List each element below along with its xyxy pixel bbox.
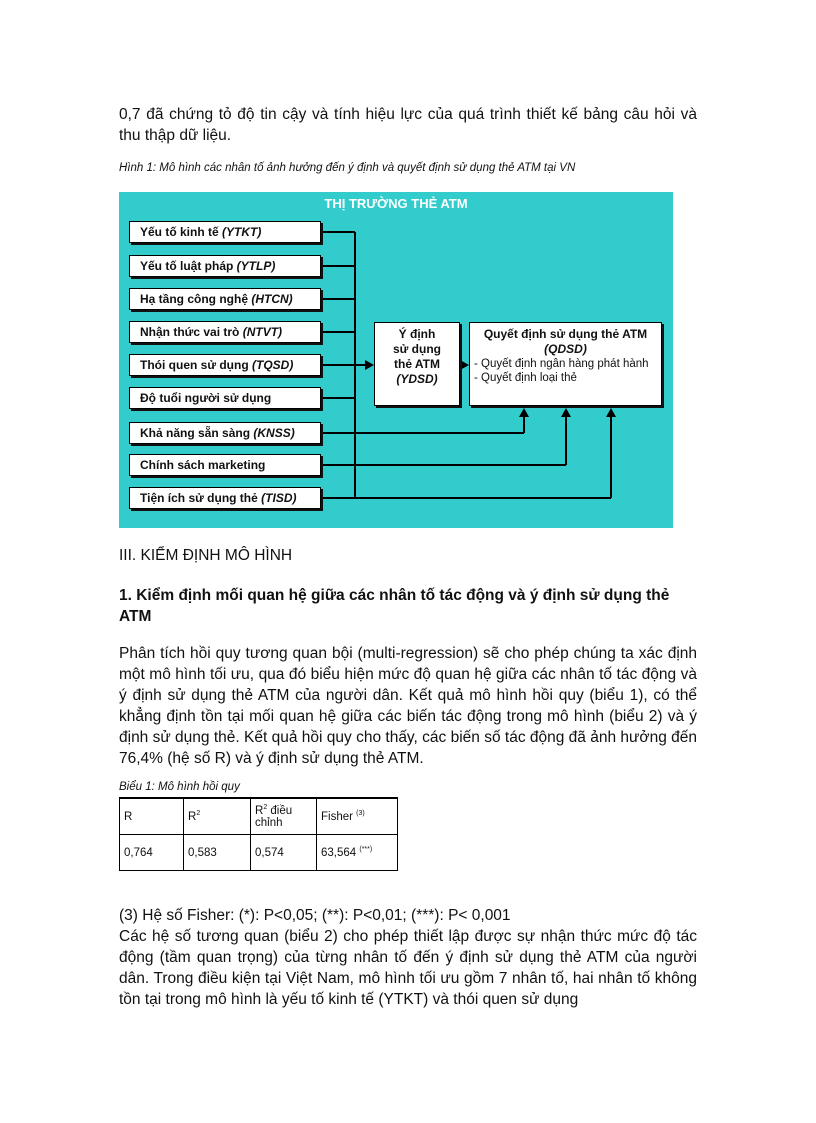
cell-r2-adjusted: 0,574 <box>251 835 317 871</box>
cell-r: 0,764 <box>120 835 184 871</box>
diagram-title: THỊ TRƯỜNG THẺ ATM <box>324 196 468 211</box>
regression-table <box>119 797 398 871</box>
cell-r2: 0,583 <box>184 835 251 871</box>
factor-box-knss: Khả năng sẵn sàng (KNSS) <box>129 422 321 444</box>
factor-box-tisd: Tiện ích sử dụng thẻ (TISD) <box>129 487 321 509</box>
header-r2-adjusted: $R^2$ điều chỉnh <box>251 798 317 835</box>
body-paragraph: Phân tích hồi quy tương quan bội (multi-regression) sẽ cho phép chúng ta xác định một mô hình tối ưu, qua đó biểu hiện mức độ quan hệ giữa các nhân tố tác động và ý định sử dụng thẻ ATM của người dân. Kết quả mô hình hồi quy (biểu 1), có thể khẳng định tồn tại mối quan hệ giữa các biến tác động trong mô hình (biểu 2) và ý định sử dụng thẻ. Kết quả hồi quy cho thấy, các biến số tác động đã ảnh hưởng đến 76,4% (hệ số R) và ý định sử dụng thẻ ATM. <box>119 645 697 767</box>
arrowhead-intention <box>365 360 374 370</box>
header-r: R <box>120 798 184 835</box>
arrowhead-tisd <box>606 408 616 417</box>
header-fisher: Fisher $^{(3)}$ <box>317 798 398 835</box>
atm-model-diagram <box>119 192 673 528</box>
arrowhead-decision <box>460 360 469 370</box>
table-caption: Biểu 1: Mô hình hồi quy <box>119 781 240 793</box>
cell-fisher: 63,564 (***) <box>317 835 398 871</box>
factor-box-marketing: Chính sách marketing <box>129 454 321 476</box>
factor-box-ytkt: Yếu tố kinh tế (YTKT) <box>129 221 321 243</box>
figure-caption: Hình 1: Mô hình các nhân tố ảnh hưởng đến ý định và quyết định sử dụng thẻ ATM tại VN <box>119 162 576 174</box>
intro-paragraph: 0,7 đã chứng tỏ độ tin cậy và tính hiệu lực của quá trình thiết kế bảng câu hỏi và thu thập dữ liệu. <box>119 106 697 144</box>
table-header-row <box>120 798 398 835</box>
decision-box: Quyết định sử dụng thẻ ATM (QDSD) - Quyết định ngân hàng phát hành - Quyết định loại thẻ <box>469 322 662 406</box>
arrowhead-knss <box>519 408 529 417</box>
closing-paragraph: Các hệ số tương quan (biểu 2) cho phép thiết lập được sự nhận thức mức độ tác động (tầm quan trọng) của từng nhân tố đến ý định sử dụng thẻ ATM của người dân. Trong điều kiện tại Việt Nam, mô hình tối ưu gồm 7 nhân tố, hai nhân tố không tồn tại trong mô hình là yếu tố kinh tế (YTKT) và thói quen sử dụng <box>119 928 697 1008</box>
header-r2: $R^2$ <box>184 798 251 835</box>
subsection-heading: 1. Kiểm định mối quan hệ giữa các nhân tố tác động và ý định sử dụng thẻ ATM <box>119 587 670 625</box>
table-row <box>120 835 398 871</box>
arrowhead-marketing <box>561 408 571 417</box>
intention-box: Ý định sử dụng thẻ ATM (YDSD) <box>374 322 460 406</box>
factor-box-ytlp: Yếu tố luật pháp (YTLP) <box>129 255 321 277</box>
factor-box-age: Độ tuổi người sử dụng <box>129 387 321 409</box>
factor-box-tqsd: Thói quen sử dụng (TQSD) <box>129 354 321 376</box>
footnote: (3) Hệ số Fisher: (*): P<0,05; (**): P<0,01; (***): P< 0,001 <box>119 907 511 924</box>
section-heading: III. KIỂM ĐỊNH MÔ HÌNH <box>119 547 293 564</box>
factor-box-ntvt: Nhận thức vai trò (NTVT) <box>129 321 321 343</box>
factor-box-htcn: Hạ tầng công nghệ (HTCN) <box>129 288 321 310</box>
